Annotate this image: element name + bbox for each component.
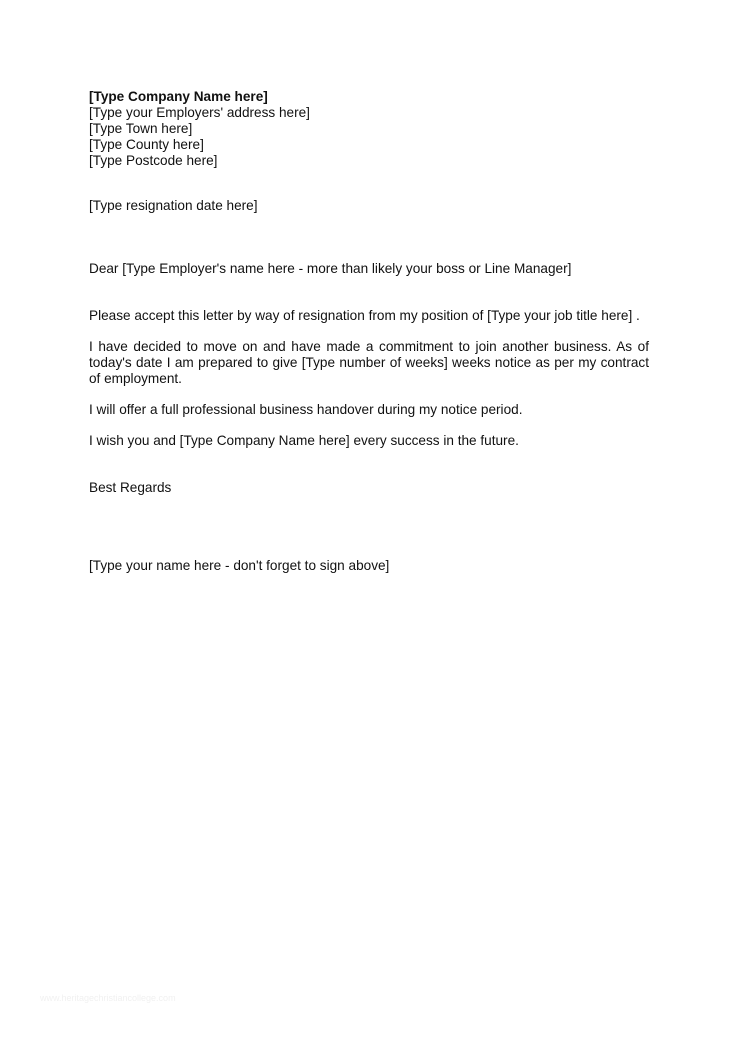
paragraph-wishes: I wish you and [Type Company Name here] every success in the future. (89, 433, 519, 448)
postcode-line: [Type Postcode here] (89, 153, 218, 168)
paragraph-notice: I have decided to move on and have made a commitment to join another business. As of today's date I am prepared to give [Type number of weeks] weeks notice as per my contract of employment. (89, 339, 649, 386)
watermark: www.heritagechristiancollege.com (40, 993, 176, 1003)
salutation: Dear [Type Employer's name here - more than likely your boss or Line Manager] (89, 261, 572, 276)
paragraph-handover: I will offer a full professional business handover during my notice period. (89, 402, 523, 417)
employer-address-line: [Type your Employers' address here] (89, 105, 310, 120)
paragraph-resignation: Please accept this letter by way of resignation from my position of [Type your job title here] . (89, 308, 640, 323)
signature-line: [Type your name here - don't forget to sign above] (89, 558, 390, 573)
town-line: [Type Town here] (89, 121, 193, 136)
closing: Best Regards (89, 480, 172, 495)
resignation-date: [Type resignation date here] (89, 198, 258, 213)
county-line: [Type County here] (89, 137, 204, 152)
recipient-address (89, 89, 649, 169)
company-name: [Type Company Name here] (89, 89, 268, 104)
